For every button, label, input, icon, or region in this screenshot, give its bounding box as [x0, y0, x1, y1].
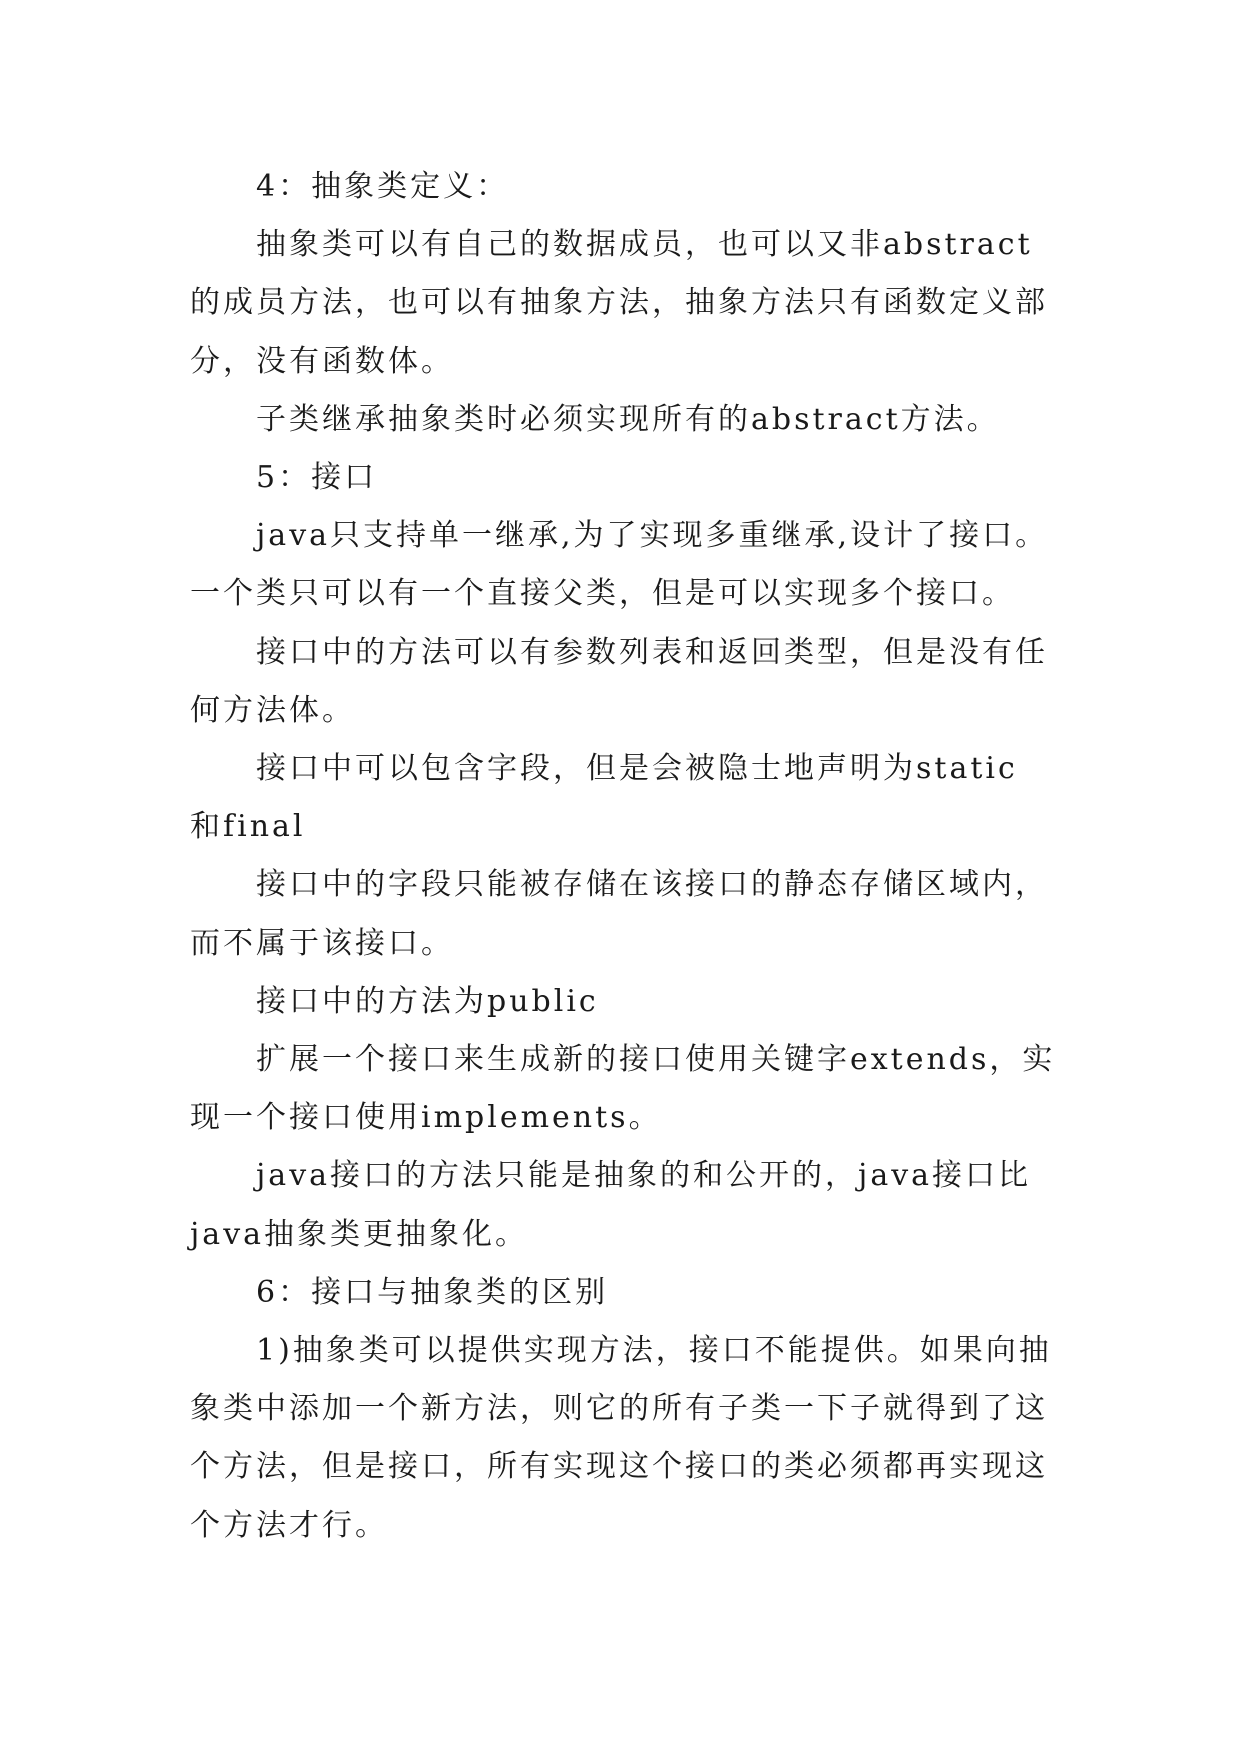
text-line: java接口的方法只能是抽象的和公开的，java接口比 [256, 1158, 1032, 1194]
text-line: java只支持单一继承,为了实现多重继承,设计了接口。 [256, 518, 1049, 554]
paragraph [190, 1031, 1060, 1147]
text-line: 象类中添加一个新方法，则它的所有子类一下子就得到了这 [190, 1391, 1048, 1427]
paragraph [190, 449, 1060, 507]
text-line: 4：抽象类定义： [256, 169, 510, 204]
paragraph [190, 391, 1060, 449]
text-line: 和final [190, 809, 306, 845]
text-line: 个方法才行。 [190, 1507, 388, 1543]
text-line: 何方法体。 [190, 692, 355, 728]
paragraph [190, 1147, 1060, 1263]
text-line: 5：接口 [256, 460, 378, 496]
paragraph [190, 216, 1060, 391]
paragraph [190, 507, 1060, 623]
text-line: 抽象类可以有自己的数据成员，也可以又非abstract [256, 227, 1033, 263]
text-line: 现一个接口使用implements。 [190, 1100, 662, 1136]
paragraph [190, 1264, 1060, 1322]
text-line: 接口中的字段只能被存储在该接口的静态存储区域内， [256, 867, 1048, 903]
text-line: java抽象类更抽象化。 [190, 1216, 529, 1252]
document-body [190, 158, 1060, 1555]
text-line: 而不属于该接口。 [190, 925, 454, 961]
text-line: 个方法，但是接口，所有实现这个接口的类必须都再实现这 [190, 1449, 1048, 1485]
text-line: 扩展一个接口来生成新的接口使用关键字extends，实 [256, 1042, 1056, 1078]
text-line: 一个类只可以有一个直接父类，但是可以实现多个接口。 [190, 576, 1015, 612]
paragraph [190, 624, 1060, 740]
text-line: 接口中的方法可以有参数列表和返回类型，但是没有任 [256, 634, 1048, 670]
paragraph [190, 973, 1060, 1031]
text-line: 1)抽象类可以提供实现方法，接口不能提供。如果向抽 [256, 1333, 1052, 1369]
paragraph [190, 1322, 1060, 1555]
paragraph [190, 740, 1060, 856]
text-line: 的成员方法，也可以有抽象方法，抽象方法只有函数定义部 [190, 285, 1048, 321]
text-line: 6：接口与抽象类的区别 [256, 1274, 609, 1310]
text-line: 分，没有函数体。 [190, 343, 454, 379]
text-line: 接口中可以包含字段，但是会被隐士地声明为static [256, 751, 1018, 787]
paragraph [190, 158, 1060, 216]
paragraph [190, 856, 1060, 972]
text-line: 子类继承抽象类时必须实现所有的abstract方法。 [256, 401, 1000, 437]
text-line: 接口中的方法为public [256, 983, 599, 1019]
